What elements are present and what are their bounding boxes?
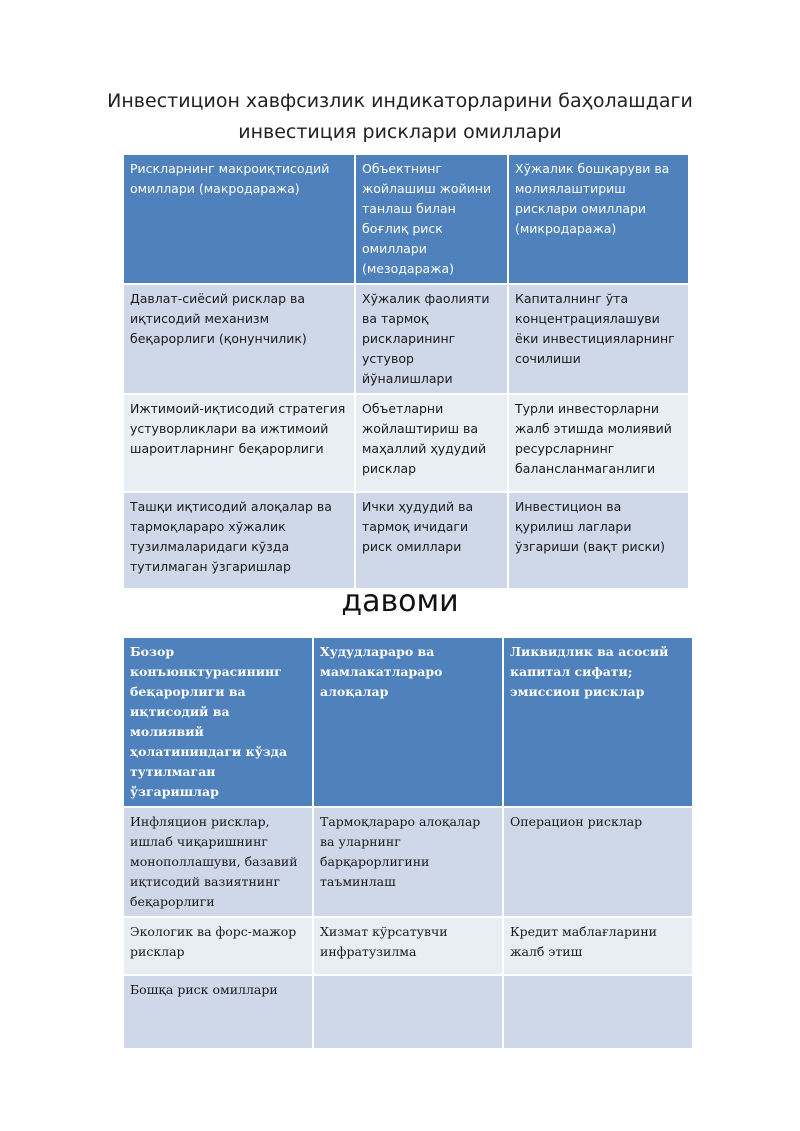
table-cell: Бошқа риск омиллари	[123, 975, 313, 1049]
table-cell	[313, 975, 503, 1049]
table-row	[123, 975, 693, 1049]
risk-factors-continuation-table	[122, 636, 694, 1050]
table-cell: Турли инвесторларни жалб этишда молиявий ресурсларнинг балансланмаганлиги	[508, 394, 689, 492]
table-cell: Ташқи иқтисодий алоқалар ва тармоқлараро хўжалик тузилмаларидаги кўзда тутилмаган ўзгаришлар	[123, 492, 355, 589]
table-cell	[503, 975, 693, 1049]
table-cell: Инвестицион ва қурилиш лаглари ўзгариши (вақт риски)	[508, 492, 689, 589]
table-row	[123, 394, 689, 492]
table-header-row	[123, 637, 693, 807]
column-header-market: Бозор конъюнктурасининг беқарорлиги ва иқтисодий ва молиявий ҳолатининдаги кўзда тутилмаган ўзгаришлар	[123, 637, 313, 807]
table-row	[123, 917, 693, 975]
table-cell: Хўжалик фаолияти ва тармоқ рискларининг устувор йўналишлари	[355, 284, 508, 394]
table-row	[123, 807, 693, 917]
table-cell: Экологик ва форс-мажор рисклар	[123, 917, 313, 975]
table-cell: Тармоқлараро алоқалар ва уларнинг барқарорлигини таъминлаш	[313, 807, 503, 917]
title-line-1: Инвестицион хавфсизлик индикаторларини баҳолашдаги	[107, 90, 693, 112]
table-cell: Ички ҳудудий ва тармоқ ичидаги риск омиллари	[355, 492, 508, 589]
table-cell: Хизмат кўрсатувчи инфратузилма	[313, 917, 503, 975]
table-row	[123, 492, 689, 589]
title-line-2: инвестиция рисклари омиллари	[238, 121, 562, 143]
table-cell: Операцион рисклар	[503, 807, 693, 917]
column-header-macro: Рискларнинг макроиқтисодий омиллари (макродаража)	[123, 154, 355, 284]
table-cell: Объетларни жойлаштириш ва маҳаллий ҳудудий рисклар	[355, 394, 508, 492]
table-header-row	[123, 154, 689, 284]
risk-factors-table	[122, 153, 690, 590]
table-cell: Капиталнинг ўта концентрациялашуви ёки инвестицияларнинг сочилиши	[508, 284, 689, 394]
table-cell: Давлат-сиёсий рисклар ва иқтисодий механизм беқарорлиги (қонунчилик)	[123, 284, 355, 394]
table-cell: Ижтимоий-иқтисодий стратегия устуворликлари ва ижтимоий шароитларнинг беқарорлиги	[123, 394, 355, 492]
column-header-regional: Худудлараро ва мамлакатлараро алоқалар	[313, 637, 503, 807]
column-header-meso: Объектнинг жойлашиш жойини танлаш билан боғлиқ риск омиллари (мезодаража)	[355, 154, 508, 284]
table-cell: Инфляцион рисклар, ишлаб чиқаришнинг монополлашуви, базавий иқтисодий вазиятнинг беқарорлиги	[123, 807, 313, 917]
continuation-heading: давоми	[341, 584, 459, 619]
document-title	[0, 86, 800, 148]
table-row	[123, 284, 689, 394]
column-header-liquidity: Ликвидлик ва асосий капитал сифати; эмиссион рисклар	[503, 637, 693, 807]
table-cell: Кредит маблағларини жалб этиш	[503, 917, 693, 975]
column-header-micro: Хўжалик бошқаруви ва молиялаштириш рисклари омиллари (микродаража)	[508, 154, 689, 284]
